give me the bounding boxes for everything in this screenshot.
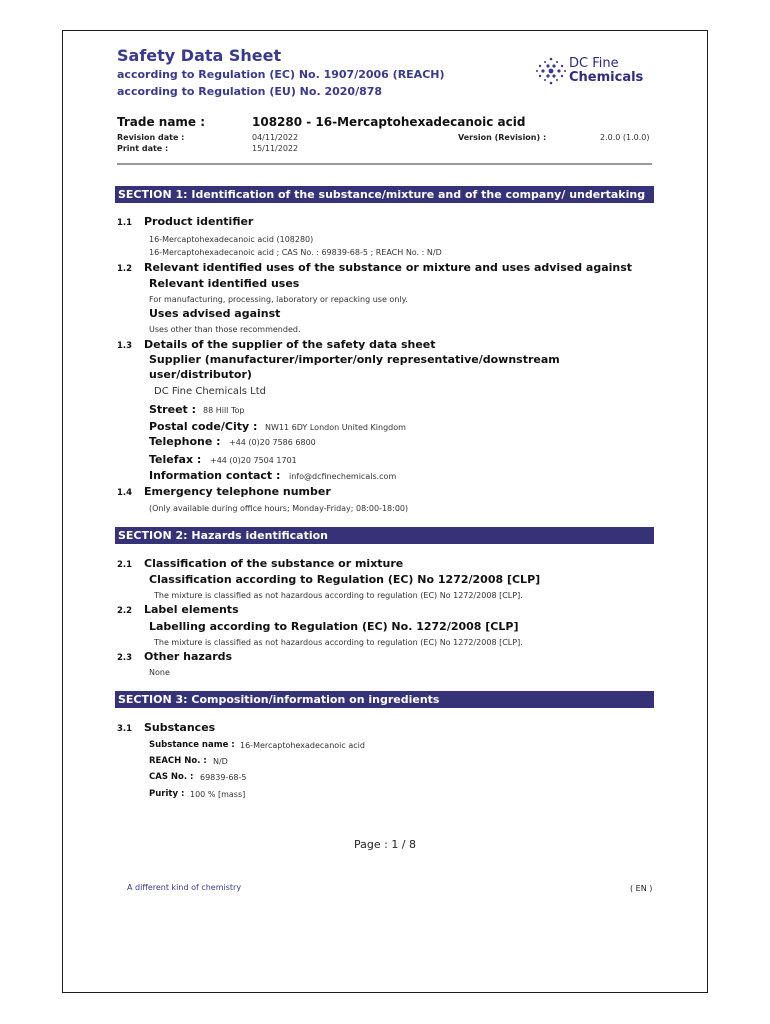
supplier-heading-line-2: user/distributor) xyxy=(149,368,252,381)
company-logo xyxy=(534,56,644,90)
subsection-2-2-number: 2.2 xyxy=(117,606,133,616)
section-2-header: SECTION 2: Hazards identification xyxy=(115,527,654,544)
version-value: 2.0.0 (1.0.0) xyxy=(600,133,650,142)
identified-uses-heading: Relevant identified uses xyxy=(149,277,300,290)
section-1-header: SECTION 1: Identification of the substance/mixture and of the company/ undertaking xyxy=(115,186,654,203)
street-label: Street : xyxy=(149,403,197,416)
print-date-label: Print date : xyxy=(117,144,169,153)
language-indicator: ( EN ) xyxy=(630,884,653,893)
subsection-3-1-title: Substances xyxy=(144,721,216,734)
regulation-line-1: according to Regulation (EC) No. 1907/2006 (REACH) xyxy=(117,68,445,81)
subsection-2-1-title: Classification of the substance or mixture xyxy=(144,557,404,570)
subsection-1-1-number: 1.1 xyxy=(117,218,133,228)
reach-number-value: N/D xyxy=(213,757,228,766)
subsection-1-2-title: Relevant identified uses of the substance or mixture and uses advised against xyxy=(144,261,633,274)
cas-number-label: CAS No. : xyxy=(149,772,194,782)
subsection-3-1-number: 3.1 xyxy=(117,724,133,734)
print-date-value: 15/11/2022 xyxy=(252,144,299,153)
telefax-value: +44 (0)20 7504 1701 xyxy=(210,456,297,465)
trade-name-label: Trade name : xyxy=(117,115,206,129)
revision-date-label: Revision date : xyxy=(117,133,185,142)
street-value: 88 Hill Top xyxy=(203,406,245,415)
uses-advised-against-text: Uses other than those recommended. xyxy=(149,325,301,334)
company-name: DC Fine Chemicals Ltd xyxy=(154,386,266,397)
substance-name-label: Substance name : xyxy=(149,740,235,750)
identified-uses-text: For manufacturing, processing, laboratory or repacking use only. xyxy=(149,295,408,304)
header-divider xyxy=(117,163,652,165)
subsection-2-1-number: 2.1 xyxy=(117,560,133,570)
revision-date-value: 04/11/2022 xyxy=(252,133,299,142)
labelling-text: The mixture is classified as not hazardous according to regulation (EC) No 1272/2008 [CLP]. xyxy=(154,638,523,647)
uses-advised-against-heading: Uses advised against xyxy=(149,307,281,320)
subsection-2-3-title: Other hazards xyxy=(144,650,233,663)
classification-text: The mixture is classified as not hazardous according to regulation (EC) No 1272/2008 [CLP]. xyxy=(154,591,523,600)
product-identifier-line-2: 16-Mercaptohexadecanoic acid ; CAS No. : 69839-68-5 ; REACH No. : N/D xyxy=(149,248,442,257)
classification-heading: Classification according to Regulation (EC) No 1272/2008 [CLP] xyxy=(149,573,541,586)
emergency-hours-text: (Only available during office hours; Monday-Friday; 08:00-18:00) xyxy=(149,504,409,513)
subsection-1-3-title: Details of the supplier of the safety data sheet xyxy=(144,338,436,351)
postal-value: NW11 6DY London United Kingdom xyxy=(265,423,406,432)
telefax-label: Telefax : xyxy=(149,453,202,466)
version-label: Version (Revision) : xyxy=(458,133,547,142)
regulation-line-2: according to Regulation (EU) No. 2020/878 xyxy=(117,85,383,98)
subsection-1-1-title: Product identifier xyxy=(144,215,254,228)
subsection-1-4-title: Emergency telephone number xyxy=(144,485,331,498)
cas-number-value: 69839-68-5 xyxy=(200,773,247,782)
other-hazards-text: None xyxy=(149,668,170,677)
postal-label: Postal code/City : xyxy=(149,420,258,433)
purity-label: Purity : xyxy=(149,789,185,799)
subsection-2-2-title: Label elements xyxy=(144,603,239,616)
reach-number-label: REACH No. : xyxy=(149,756,207,766)
information-contact-label: Information contact : xyxy=(149,469,281,482)
subsection-2-3-number: 2.3 xyxy=(117,653,133,663)
subsection-1-4-number: 1.4 xyxy=(117,488,133,498)
supplier-heading-line-1: Supplier (manufacturer/importer/only representative/downstream xyxy=(149,353,560,366)
purity-value: 100 % [mass] xyxy=(190,790,246,799)
logo-molecule-icon xyxy=(534,56,568,86)
information-contact-value[interactable]: info@dcfinechemicals.com xyxy=(289,472,397,481)
document-title: Safety Data Sheet xyxy=(117,46,282,65)
labelling-heading: Labelling according to Regulation (EC) No. 1272/2008 [CLP] xyxy=(149,620,519,633)
section-3-header: SECTION 3: Composition/information on ingredients xyxy=(115,691,654,708)
logo-text-line1: DC Fine xyxy=(569,56,619,71)
telephone-value: +44 (0)20 7586 6800 xyxy=(229,438,316,447)
logo-text-line2: Chemicals xyxy=(569,70,644,85)
trade-name-value: 108280 - 16-Mercaptohexadecanoic acid xyxy=(252,115,526,129)
telephone-label: Telephone : xyxy=(149,435,221,448)
product-identifier-line-1: 16-Mercaptohexadecanoic acid (108280) xyxy=(149,235,314,244)
page-number: Page : 1 / 8 xyxy=(353,838,417,851)
subsection-1-3-number: 1.3 xyxy=(117,341,133,351)
footer-tagline: A different kind of chemistry xyxy=(127,883,242,892)
substance-name-value: 16-Mercaptohexadecanoic acid xyxy=(240,741,365,750)
subsection-1-2-number: 1.2 xyxy=(117,264,133,274)
